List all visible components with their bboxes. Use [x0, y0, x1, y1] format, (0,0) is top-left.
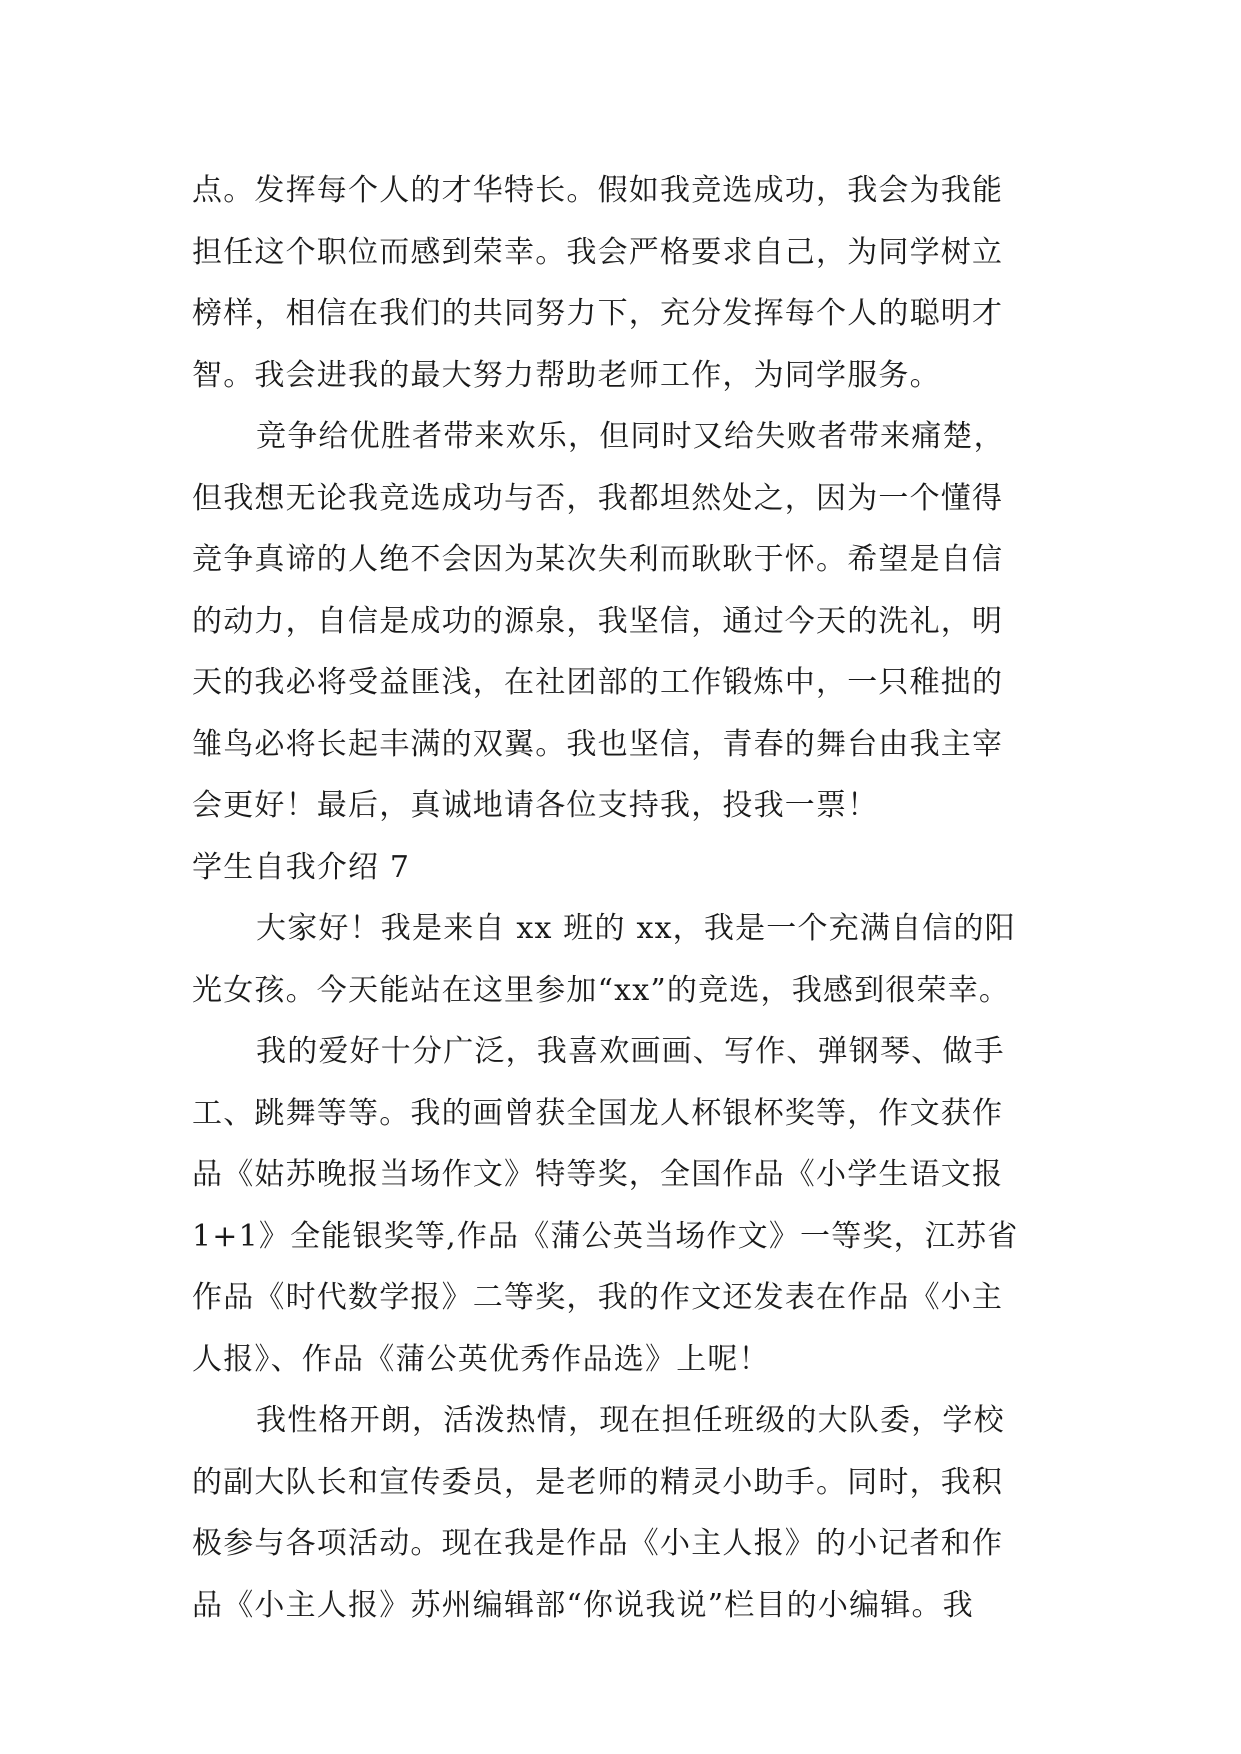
text-line: 工、跳舞等等。我的画曾获全国龙人杯银杯奖等，作文获作: [192, 1095, 1004, 1131]
text-line: 品《姑苏晚报当场作文》特等奖，全国作品《小学生语文报: [192, 1157, 1004, 1192]
text-line: 竞争真谛的人绝不会因为某次失利而耿耿于怀。希望是自信: [192, 542, 1004, 577]
text-line: 雏鸟必将长起丰满的双翼。我也坚信，青春的舞台由我主宰: [192, 726, 1004, 762]
text-line: 竞争给优胜者带来欢乐，但同时又给失败者带来痛楚，: [256, 419, 1005, 454]
text-line: 的动力，自信是成功的源泉，我坚信，通过今天的洗礼，明: [192, 603, 1004, 639]
text-line: 1+1》全能银奖等,作品《蒲公英当场作文》一等奖，江苏省: [192, 1218, 1019, 1254]
text-line: 大家好！我是来自 xx 班的 xx，我是一个充满自信的阳: [256, 911, 1016, 946]
text-line: 作品《时代数学报》二等奖，我的作文还发表在作品《小主: [192, 1280, 1004, 1315]
text-line: 会更好！最后，真诚地请各位支持我，投我一票！: [192, 788, 879, 823]
text-line: 榜样，相信在我们的共同努力下，充分发挥每个人的聪明才: [192, 296, 1004, 331]
text-line: 我的爱好十分广泛，我喜欢画画、写作、弹钢琴、做手: [256, 1034, 1005, 1069]
text-line: 的副大队长和宣传委员，是老师的精灵小助手。同时，我积: [192, 1464, 1004, 1500]
document-body: [192, 160, 1052, 1636]
text-line: 人报》、作品《蒲公英优秀作品选》上呢！: [192, 1341, 770, 1377]
section-heading: 学生自我介绍 7: [192, 849, 411, 885]
text-line: 智。我会进我的最大努力帮助老师工作，为同学服务。: [192, 357, 941, 393]
text-line: 天的我必将受益匪浅，在社团部的工作锻炼中，一只稚拙的: [192, 665, 1004, 700]
text-line: 担任这个职位而感到荣幸。我会严格要求自己，为同学树立: [192, 234, 1004, 270]
text-line: 极参与各项活动。现在我是作品《小主人报》的小记者和作: [192, 1526, 1004, 1561]
text-line: 品《小主人报》苏州编辑部“你说我说”栏目的小编辑。我: [192, 1587, 974, 1623]
text-line: 光女孩。今天能站在这里参加“xx”的竞选，我感到很荣幸。: [192, 972, 1011, 1008]
text-line: 但我想无论我竞选成功与否，我都坦然处之，因为一个懂得: [192, 480, 1004, 516]
text-line: 点。发挥每个人的才华特长。假如我竞选成功，我会为我能: [192, 173, 1004, 208]
text-line: 我性格开朗，活泼热情，现在担任班级的大队委，学校: [256, 1403, 1005, 1438]
